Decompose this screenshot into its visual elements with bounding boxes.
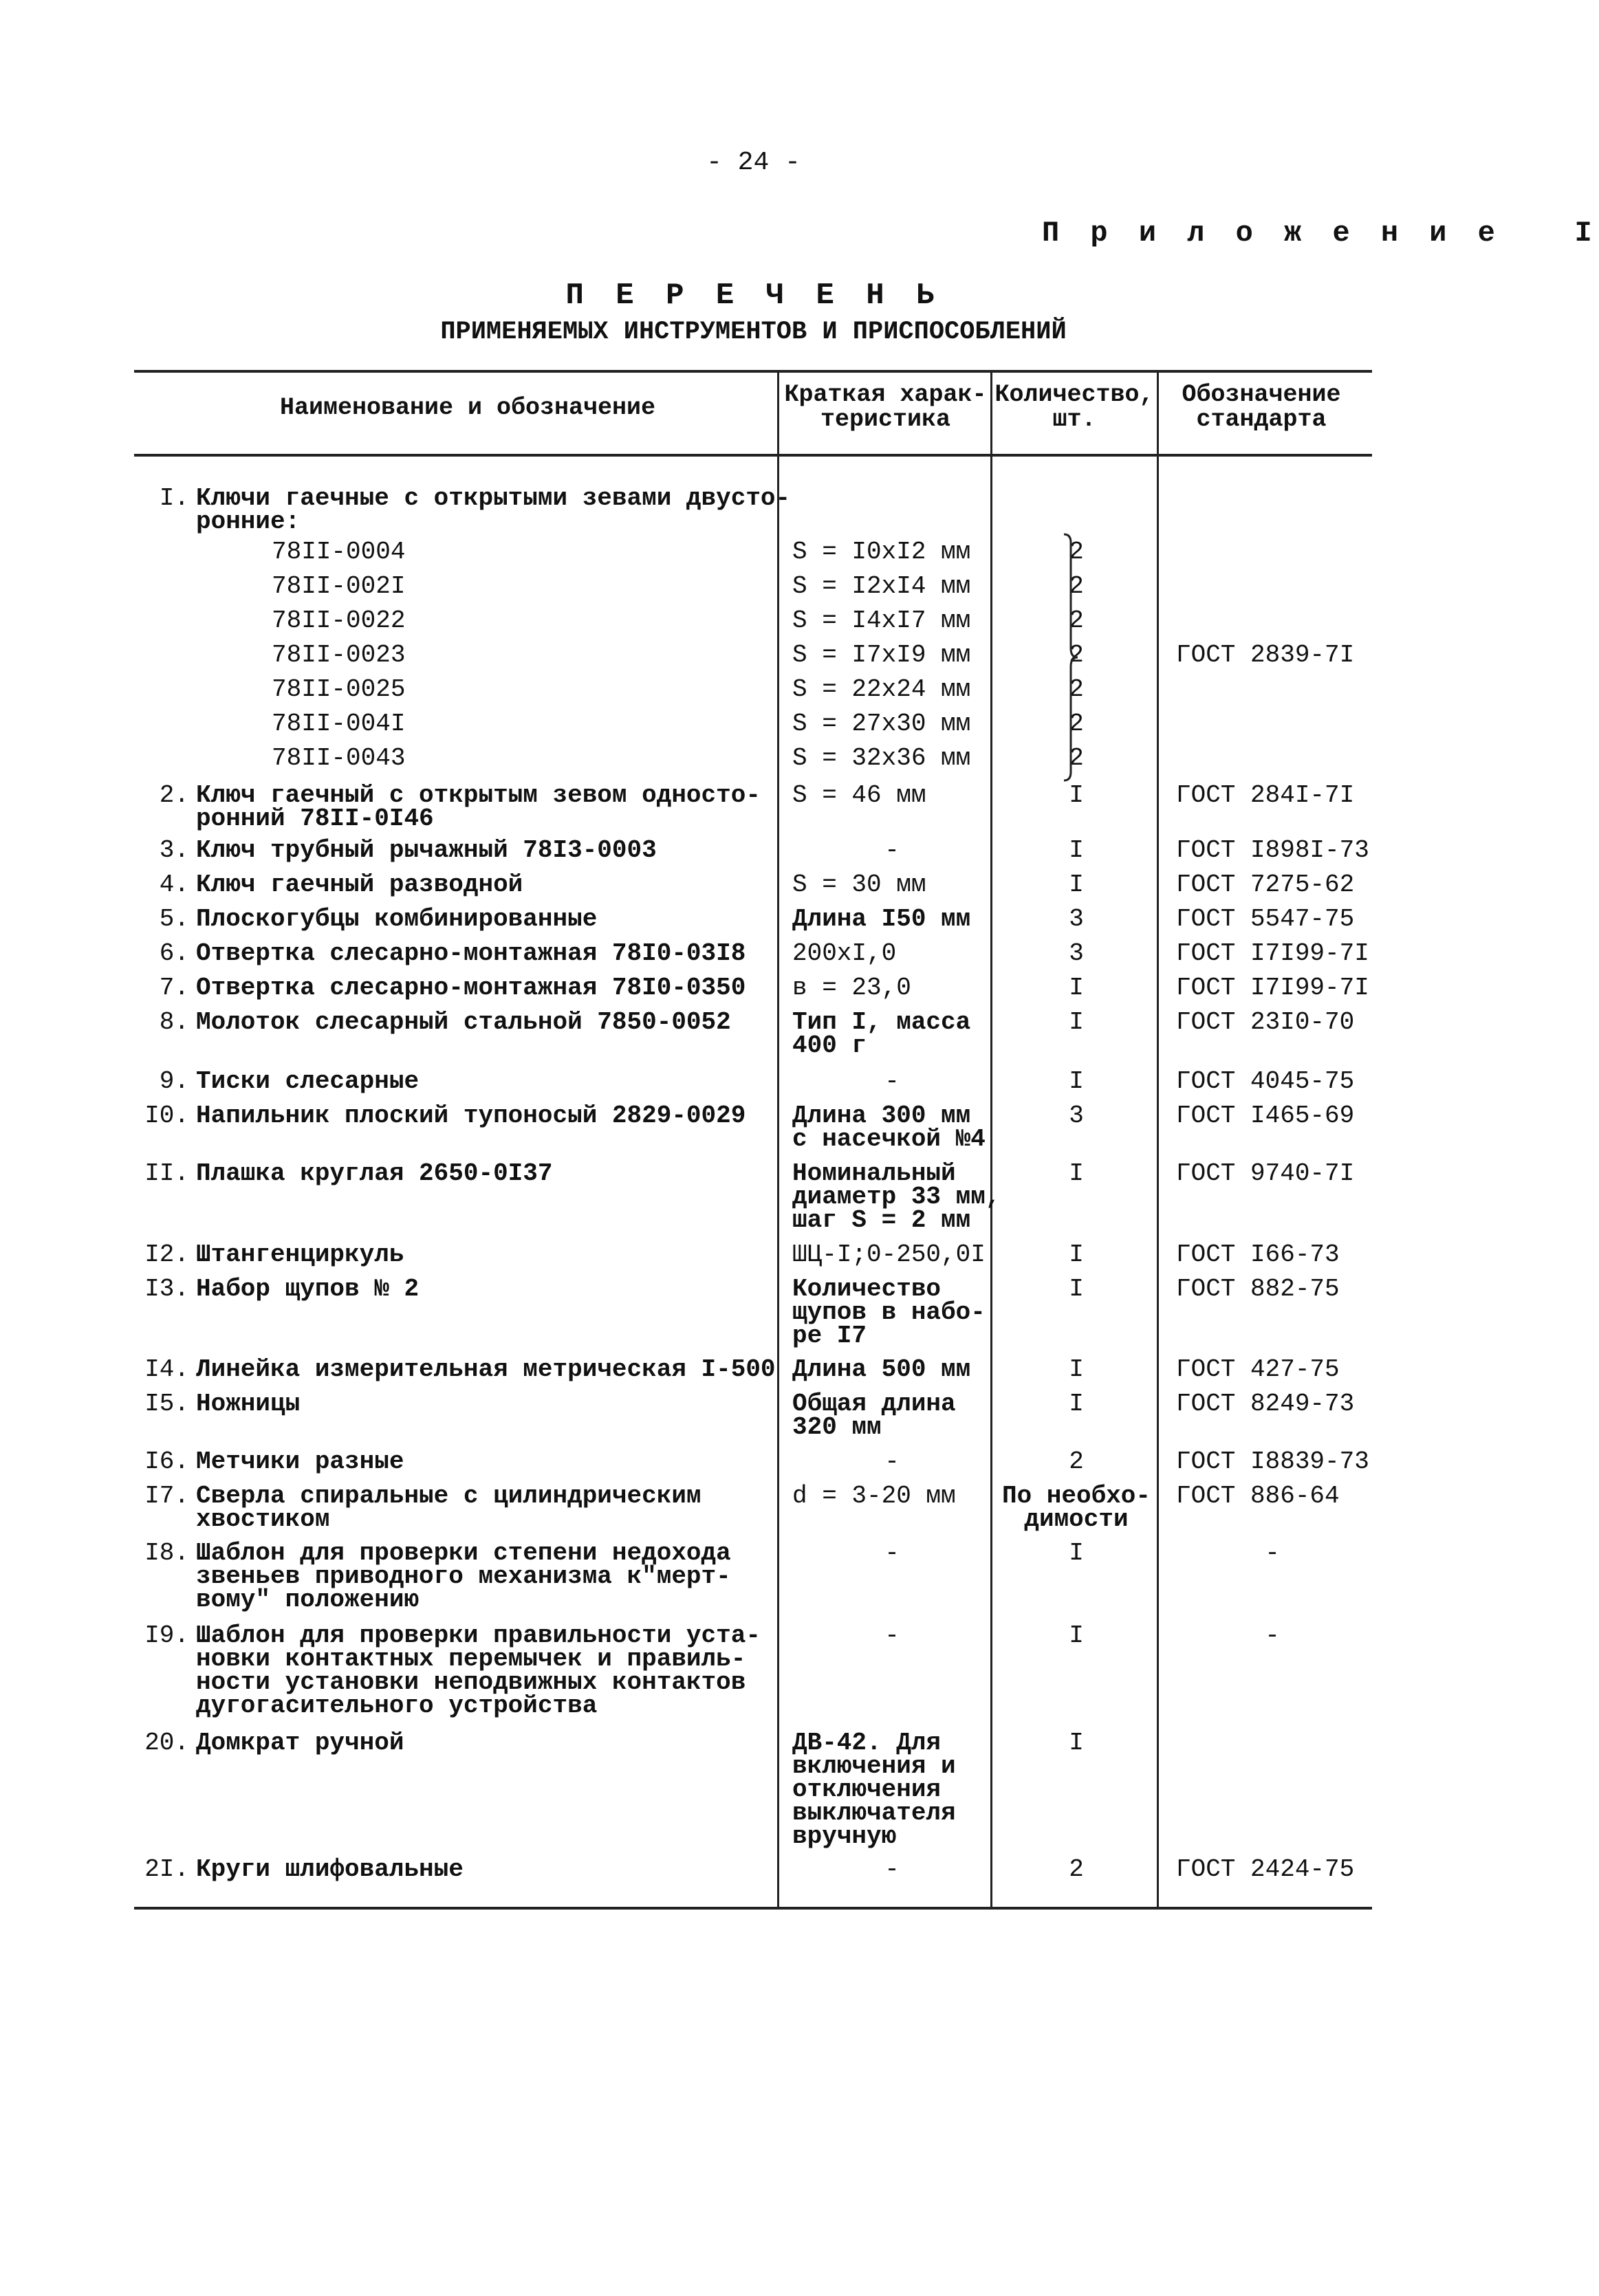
row-characteristic: ДВ-42. Для включения и отключения выключателя вручную [792,1729,956,1850]
row-name: Метчики разные [196,1447,404,1476]
item-quantity: 2 [1069,572,1084,600]
column-divider [777,370,779,1907]
item-quantity: 2 [1069,744,1084,772]
row-quantity: I [1069,1240,1084,1269]
page-number: - 24 - [706,148,801,177]
item-code: 78II-0043 [272,744,406,772]
row-standard: ГОСТ 7275-62 [1176,871,1355,899]
row-name: Круги шлифовальные [196,1855,464,1883]
row-characteristic: - [884,1539,900,1567]
row-quantity: I [1069,1729,1084,1757]
row-number: 5. [159,905,189,933]
row-standard: ГОСТ 284I-7I [1176,781,1355,809]
row-name: Домкрат ручной [196,1729,404,1757]
row-standard: ГОСТ 23I0-70 [1176,1008,1355,1036]
row-standard: ГОСТ 4045-75 [1176,1067,1355,1095]
row-quantity: I [1069,1621,1084,1650]
item-quantity: 2 [1069,641,1084,669]
row-number: 7. [159,974,189,1002]
row-number: I3. [144,1275,189,1303]
row-number: 2I. [144,1855,189,1883]
row-quantity: I [1069,1067,1084,1095]
row-name: Линейка измерительная метрическая I-500 [196,1355,776,1384]
row-standard: ГОСТ I7I99-7I [1176,939,1369,967]
row-quantity: I [1069,1390,1084,1418]
table-header-rule [134,454,1372,457]
row-characteristic: - [884,1067,900,1095]
header-quantity: Количество, шт. [994,381,1154,433]
row-characteristic: ШЦ-I;0-250,0I [792,1240,986,1269]
row-name: Напильник плоский тупоносый 2829-0029 [196,1102,746,1130]
row-quantity: I [1069,1355,1084,1384]
row-number: I2. [144,1240,189,1269]
row-characteristic: S = 30 мм [792,871,926,899]
row-characteristic: в = 23,0 [792,974,911,1002]
row-number: I7. [144,1482,189,1510]
row-number: I. [159,484,189,512]
row-quantity: I [1069,1159,1084,1188]
row-characteristic: Тип I, масса 400 г [792,1008,971,1060]
row-name: Ключи гаечные с открытыми зевами двусто- ронние: [196,484,791,536]
row-standard: ГОСТ 5547-75 [1176,905,1355,933]
row-number: II. [144,1159,189,1188]
row-quantity: 3 [1069,939,1084,967]
document-title: П Е Р Е Ч Е Н Ь [565,278,942,313]
item-characteristic: S = I0xI2 мм [792,538,971,566]
row-characteristic: Длина 300 мм с насечкой №4 [792,1102,986,1153]
table-bottom-rule [134,1907,1372,1910]
row-quantity: 2 [1069,1855,1084,1883]
item-characteristic: S = 22x24 мм [792,675,971,703]
row-number: 6. [159,939,189,967]
item-characteristic: S = I2xI4 мм [792,572,971,600]
row-characteristic: S = 46 мм [792,781,926,809]
row-name: Шаблон для проверки степени недохода звеньев приводного механизма к"мерт- вому" положению [196,1539,731,1614]
item-code: 78II-0025 [272,675,406,703]
header-name: Наименование и обозначение [279,394,656,422]
row-standard: ГОСТ 2839-7I [1176,641,1355,669]
row-characteristic: Количество щупов в набо- ре I7 [792,1275,986,1350]
item-code: 78II-0023 [272,641,406,669]
row-quantity: I [1069,1275,1084,1303]
row-characteristic: Номинальный диаметр 33 мм, шаг S = 2 мм [792,1159,1001,1234]
row-name: Молоток слесарный стальной 7850-0052 [196,1008,731,1036]
row-number: 2. [159,781,189,809]
row-characteristic: - [884,1855,900,1883]
row-name: Отвертка слесарно-монтажная 78I0-03I8 [196,939,746,967]
item-quantity: 2 [1069,538,1084,566]
row-standard: ГОСТ I7I99-7I [1176,974,1369,1002]
row-standard: ГОСТ I66-73 [1176,1240,1340,1269]
item-quantity: 2 [1069,675,1084,703]
header-standard: Обозначение стандарта [1182,381,1341,433]
row-name: Отвертка слесарно-монтажная 78I0-0350 [196,974,746,1002]
item-code: 78II-0022 [272,606,406,635]
row-number: I8. [144,1539,189,1567]
row-quantity: I [1069,1008,1084,1036]
row-number: 8. [159,1008,189,1036]
row-quantity: По необхо- димости [1001,1482,1151,1533]
item-code: 78II-004I [272,710,406,738]
item-code: 78II-002I [272,572,406,600]
row-standard: ГОСТ 8249-73 [1176,1390,1355,1418]
row-standard: ГОСТ 9740-7I [1176,1159,1355,1188]
row-number: I6. [144,1447,189,1476]
brace-icon [1063,533,1079,782]
row-quantity: 2 [1069,1447,1084,1476]
item-characteristic: S = I4xI7 мм [792,606,971,635]
row-characteristic: Общая длина 320 мм [792,1390,956,1441]
document-subtitle: ПРИМЕНЯЕМЫХ ИНСТРУМЕНТОВ И ПРИСПОСОБЛЕНИЙ [440,318,1067,347]
column-divider [1157,370,1159,1907]
row-name: Плашка круглая 2650-0I37 [196,1159,553,1188]
row-characteristic: Длина 500 мм [792,1355,971,1384]
row-quantity: 3 [1069,905,1084,933]
row-name: Ключ гаечный разводной [196,871,523,899]
row-number: I9. [144,1621,189,1650]
row-name: Тиски слесарные [196,1067,420,1095]
appendix-label: П р и л о ж е н и е I [1042,217,1599,250]
item-quantity: 2 [1069,710,1084,738]
row-number: 3. [159,836,189,864]
row-number: 4. [159,871,189,899]
table-top-rule [134,370,1372,373]
row-name: Сверла спиральные с цилиндрическим хвостиком [196,1482,701,1533]
header-characteristic: Краткая харак- теристика [784,381,987,433]
row-quantity: I [1069,1539,1084,1567]
row-quantity: I [1069,781,1084,809]
row-characteristic: - [884,1447,900,1476]
row-name: Ключ гаечный с открытым зевом односто- ронний 78II-0I46 [196,781,761,833]
row-characteristic: - [884,836,900,864]
row-number: I5. [144,1390,189,1418]
row-name: Ключ трубный рычажный 78I3-0003 [196,836,657,864]
row-standard: - [1265,1539,1280,1567]
row-quantity: 3 [1069,1102,1084,1130]
row-characteristic: d = 3-20 мм [792,1482,956,1510]
row-name: Ножницы [196,1390,301,1418]
row-standard: ГОСТ 2424-75 [1176,1855,1355,1883]
row-name: Набор щупов № 2 [196,1275,420,1303]
row-number: I4. [144,1355,189,1384]
item-quantity: 2 [1069,606,1084,635]
item-characteristic: S = 32x36 мм [792,744,971,772]
item-code: 78II-0004 [272,538,406,566]
row-standard: - [1265,1621,1280,1650]
row-name: Плоскогубцы комбинированные [196,905,598,933]
row-number: I0. [144,1102,189,1130]
row-characteristic: 200xI,0 [792,939,897,967]
item-characteristic: S = 27x30 мм [792,710,971,738]
row-number: 20. [144,1729,189,1757]
row-number: 9. [159,1067,189,1095]
row-standard: ГОСТ 882-75 [1176,1275,1340,1303]
row-quantity: I [1069,871,1084,899]
row-name: Шаблон для проверки правильности уста- новки контактных перемычек и правиль- ности установки неподвижных контактов дугогасительного устройства [196,1621,761,1720]
row-characteristic: - [884,1621,900,1650]
row-quantity: I [1069,974,1084,1002]
row-name: Штангенциркуль [196,1240,404,1269]
row-standard: ГОСТ I465-69 [1176,1102,1355,1130]
row-standard: ГОСТ 886-64 [1176,1482,1340,1510]
item-characteristic: S = I7xI9 мм [792,641,971,669]
row-quantity: I [1069,836,1084,864]
row-standard: ГОСТ I898I-73 [1176,836,1369,864]
row-standard: ГОСТ 427-75 [1176,1355,1340,1384]
row-characteristic: Длина I50 мм [792,905,971,933]
row-standard: ГОСТ I8839-73 [1176,1447,1369,1476]
